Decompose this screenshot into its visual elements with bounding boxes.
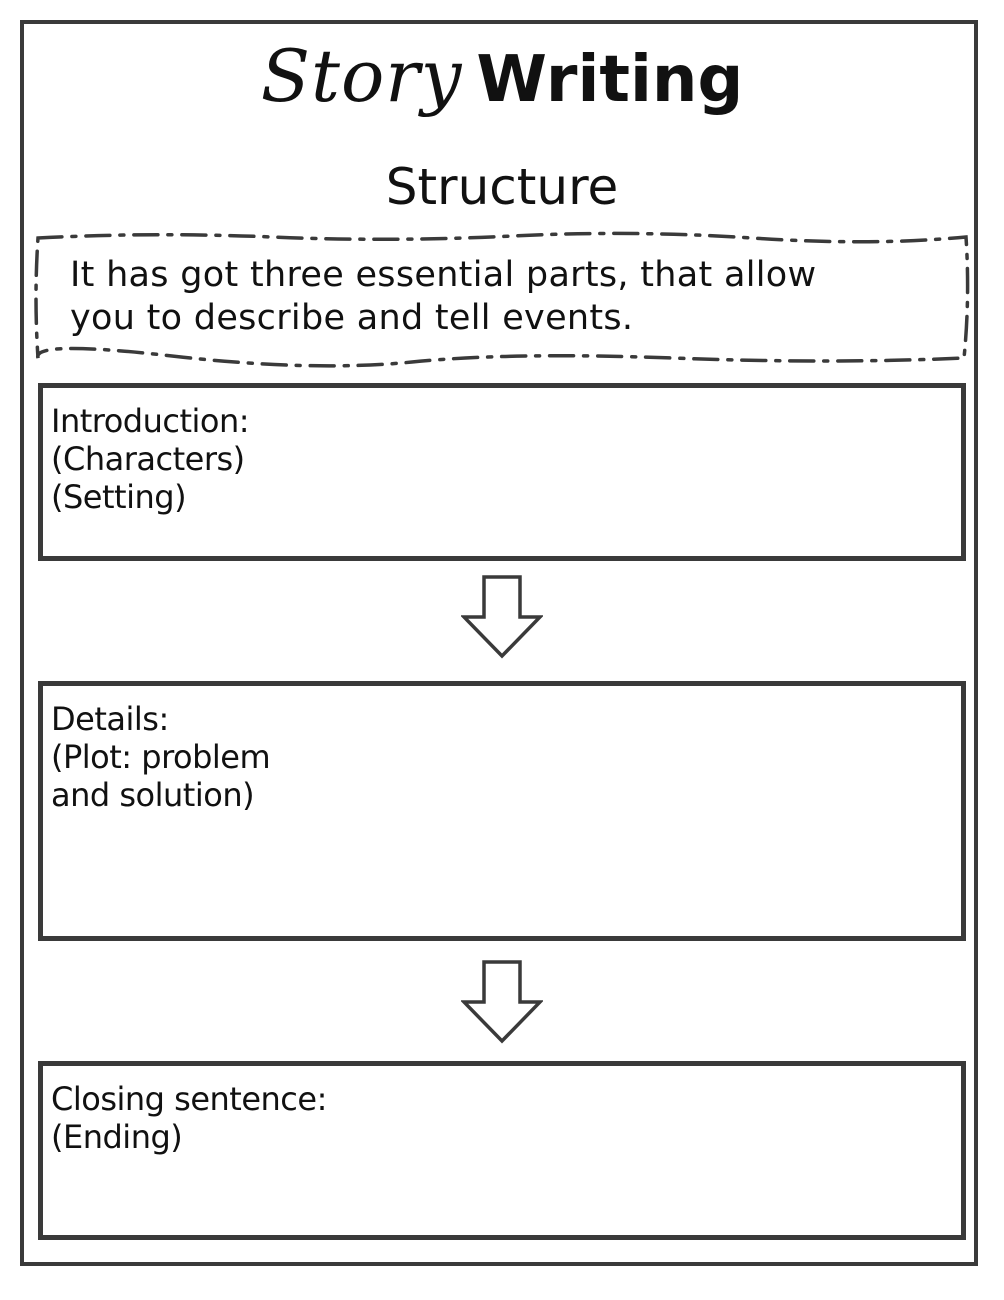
section-heading: Details: — [51, 700, 169, 738]
section-heading: Closing sentence: — [51, 1080, 327, 1118]
page-subtitle: Structure — [385, 158, 619, 216]
details-label — [51, 700, 270, 814]
title-script-word: Story — [260, 34, 463, 118]
section-heading: Introduction: — [51, 402, 250, 440]
intro-note-text — [70, 254, 940, 340]
intro-note-line: you to describe and tell events. — [70, 298, 634, 338]
down-arrow-icon — [461, 575, 543, 659]
section-line: and solution) — [51, 776, 255, 814]
introduction-box — [38, 383, 966, 561]
section-line: (Ending) — [51, 1118, 183, 1156]
intro-note-line: It has got three essential parts, that allow — [70, 255, 817, 295]
down-arrow-icon — [461, 960, 543, 1044]
page-title — [0, 34, 1004, 118]
closing-sentence-label — [51, 1080, 327, 1156]
closing-sentence-box — [38, 1061, 966, 1240]
section-line: (Characters) — [51, 440, 245, 478]
section-line: (Plot: problem — [51, 738, 271, 776]
title-bold-word: Writing — [476, 43, 744, 117]
details-box — [38, 681, 966, 941]
introduction-label — [51, 402, 249, 516]
section-line: (Setting) — [51, 478, 187, 516]
